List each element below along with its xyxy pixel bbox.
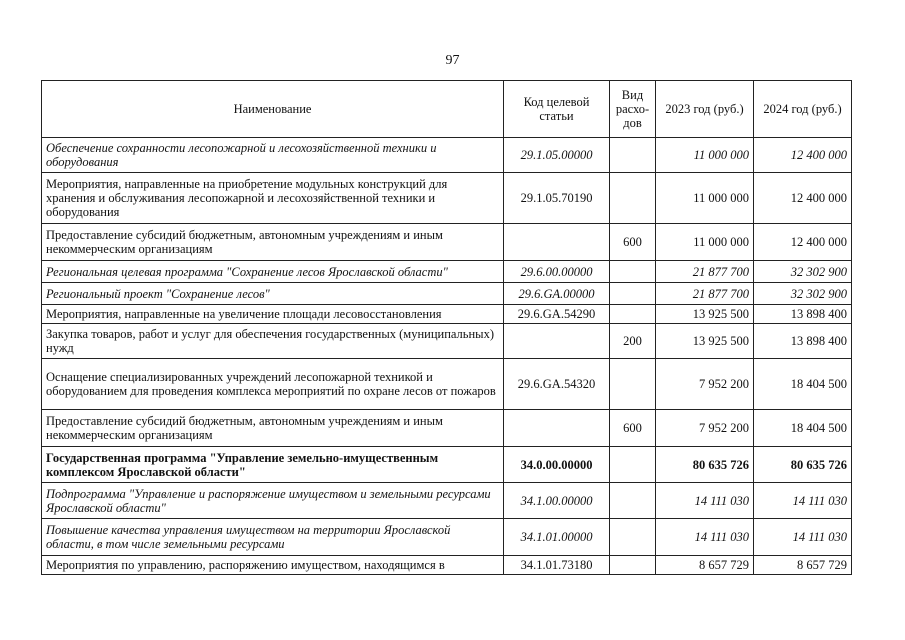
row-name: Мероприятия по управлению, распоряжению имуществом, находящимся в (42, 556, 504, 575)
header-name: Наименование (42, 81, 504, 138)
row-2024: 8 657 729 (754, 556, 852, 575)
row-2023: 8 657 729 (656, 556, 754, 575)
row-vid: 200 (610, 324, 656, 359)
row-name: Предоставление субсидий бюджетным, автономным учреждениям и иным некоммерческим организациям (42, 224, 504, 261)
row-vid: 600 (610, 410, 656, 447)
row-2024: 32 302 900 (754, 283, 852, 305)
table-row (42, 138, 852, 173)
row-2023: 21 877 700 (656, 283, 754, 305)
table-row (42, 410, 852, 447)
row-2024: 32 302 900 (754, 261, 852, 283)
row-2023: 11 000 000 (656, 224, 754, 261)
row-vid (610, 305, 656, 324)
row-vid (610, 519, 656, 556)
row-name: Повышение качества управления имуществом на территории Ярославской области, в том числе земельными ресурсами (42, 519, 504, 556)
row-name: Мероприятия, направленные на приобретение модульных конструкций для хранения и обслуживания лесопожарной и лесохозяйственной техники и оборудования (42, 173, 504, 224)
table-row (42, 283, 852, 305)
row-2024: 80 635 726 (754, 447, 852, 483)
budget-table (41, 80, 852, 575)
row-vid (610, 261, 656, 283)
row-code: 34.1.01.73180 (504, 556, 610, 575)
row-2023: 11 000 000 (656, 138, 754, 173)
row-2024: 14 111 030 (754, 483, 852, 519)
table-row (42, 305, 852, 324)
row-vid (610, 283, 656, 305)
table-row (42, 173, 852, 224)
row-2024: 12 400 000 (754, 173, 852, 224)
row-name: Обеспечение сохранности лесопожарной и лесохозяйственной техники и оборудования (42, 138, 504, 173)
row-2024: 13 898 400 (754, 324, 852, 359)
table-body (42, 138, 852, 575)
row-2023: 7 952 200 (656, 359, 754, 410)
row-code: 29.6.GA.54320 (504, 359, 610, 410)
row-code: 34.1.01.00000 (504, 519, 610, 556)
table-row (42, 519, 852, 556)
row-name: Региональная целевая программа "Сохранение лесов Ярославской области" (42, 261, 504, 283)
row-2024: 14 111 030 (754, 519, 852, 556)
table-header-row (42, 81, 852, 138)
row-code: 29.6.GA.00000 (504, 283, 610, 305)
row-2024: 18 404 500 (754, 410, 852, 447)
row-code: 29.6.GA.54290 (504, 305, 610, 324)
row-vid (610, 447, 656, 483)
row-code: 34.1.00.00000 (504, 483, 610, 519)
row-name: Закупка товаров, работ и услуг для обеспечения государственных (муниципальных) нужд (42, 324, 504, 359)
row-name: Предоставление субсидий бюджетным, автономным учреждениям и иным некоммерческим организациям (42, 410, 504, 447)
row-vid (610, 359, 656, 410)
row-name: Мероприятия, направленные на увеличение площади лесовосстановления (42, 305, 504, 324)
row-vid (610, 138, 656, 173)
row-name: Государственная программа "Управление земельно-имущественным комплексом Ярославской области" (42, 447, 504, 483)
row-2023: 14 111 030 (656, 519, 754, 556)
table-row (42, 447, 852, 483)
row-code (504, 324, 610, 359)
row-code (504, 410, 610, 447)
header-2024: 2024 год (руб.) (754, 81, 852, 138)
row-2023: 13 925 500 (656, 324, 754, 359)
row-vid (610, 483, 656, 519)
table-row (42, 261, 852, 283)
row-code: 29.1.05.70190 (504, 173, 610, 224)
row-2024: 12 400 000 (754, 138, 852, 173)
row-2023: 80 635 726 (656, 447, 754, 483)
row-2023: 14 111 030 (656, 483, 754, 519)
row-2024: 13 898 400 (754, 305, 852, 324)
page-number: 97 (445, 53, 460, 68)
header-code: Код целевой статьи (504, 81, 610, 138)
row-code: 34.0.00.00000 (504, 447, 610, 483)
row-2023: 13 925 500 (656, 305, 754, 324)
row-2023: 21 877 700 (656, 261, 754, 283)
table-row (42, 556, 852, 575)
header-2023: 2023 год (руб.) (656, 81, 754, 138)
row-code (504, 224, 610, 261)
table-row (42, 224, 852, 261)
row-code: 29.1.05.00000 (504, 138, 610, 173)
row-name: Региональный проект "Сохранение лесов" (42, 283, 504, 305)
row-name: Подпрограмма "Управление и распоряжение имуществом и земельными ресурсами Ярославской области" (42, 483, 504, 519)
header-vid: Вид расхо-дов (610, 81, 656, 138)
table-row (42, 359, 852, 410)
row-2023: 7 952 200 (656, 410, 754, 447)
table-row (42, 483, 852, 519)
row-vid (610, 173, 656, 224)
row-vid (610, 556, 656, 575)
row-name: Оснащение специализированных учреждений лесопожарной техникой и оборудованием для проведения комплекса мероприятий по охране лесов от пожаров (42, 359, 504, 410)
row-2023: 11 000 000 (656, 173, 754, 224)
table-row (42, 324, 852, 359)
row-vid: 600 (610, 224, 656, 261)
row-2024: 12 400 000 (754, 224, 852, 261)
row-code: 29.6.00.00000 (504, 261, 610, 283)
row-2024: 18 404 500 (754, 359, 852, 410)
